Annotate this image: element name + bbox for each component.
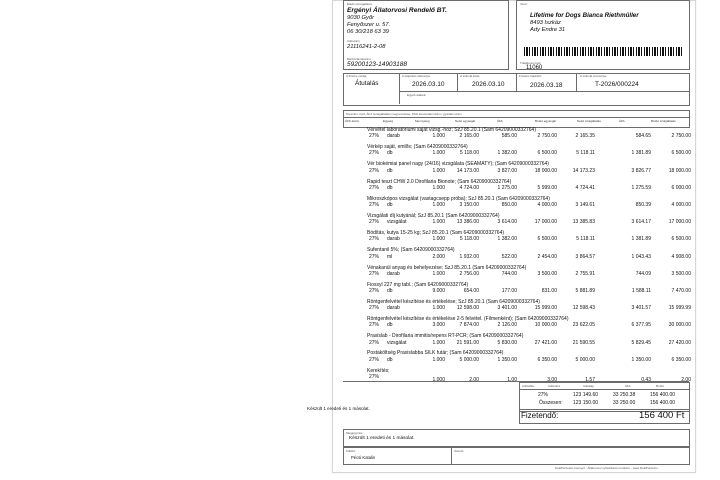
item-net: 5 000.00 [575,356,595,363]
section-title: Sorszám; Kód; ÁKJ (szolgáltatás) megnevezése; KSH besorolási szám / gyártási szám [346,112,462,116]
due-date: 2026.03.18 [530,82,563,89]
table-row [359,144,693,161]
item-vat-rate: 27% [369,305,380,312]
item-qty: 9.000 [432,287,445,294]
item-unit: darab [387,133,400,140]
item-desc: Röntgenfelvétel készítése és értékelése; SzJ 85.20.1 (Sam 64209000332764) [367,298,540,305]
seller-tax-number: 21116241-2-08 [347,44,386,50]
table-row [359,282,693,299]
item-price: 3 150.00 [459,202,479,209]
table-row [359,213,693,230]
sum-base: 123 150.00 [573,400,599,406]
invoice-no: T-2026/000224 [595,81,639,88]
rounding-net-unit: 1.00 [507,376,517,383]
table-row [359,161,693,178]
item-unit: darab [387,270,400,277]
item-net-unit: 3 614.00 [497,219,517,226]
item-qty: 1.000 [432,184,445,191]
th-net-unit: Nettó egységár [455,119,476,123]
item-desc: Vér biokémiai panel nagy (24/16) vizsgálata (SEAMATY); (Sam 64209000332764) [367,161,549,168]
item-vat-rate: 27% [369,270,380,277]
item-qty: 1.000 [432,202,445,209]
item-unit: ml [387,253,393,260]
item-net: 14 173.23 [572,167,595,174]
item-unit: vizsgálat [387,339,407,346]
th-vat: ÁFA [497,119,503,123]
vat-base: 123 149.60 [573,392,599,398]
item-desc: Vizsgálati díj kutyánál; SzJ 85.20.1 (Sam 64209000332764) [367,212,500,219]
item-qty: 1.000 [432,305,445,312]
item-vat-amount: 3 401.57 [631,305,651,312]
issue-date: 2026.03.10 [472,81,505,88]
item-gross-unit: 18 000.00 [534,167,557,174]
rounding-net: 1.57 [585,376,595,383]
item-qty: 2.000 [432,253,445,260]
item-net-unit: 522.00 [501,253,517,260]
item-gross-unit: 6 500.00 [537,150,557,157]
seller-street: Fenyőszer u. 57. [347,22,391,28]
buyer-street: Ady Endre 31 [530,27,566,33]
item-gross: 18 000.00 [668,167,691,174]
item-gross: 4 000.00 [671,202,691,209]
item-price: 21 591.00 [456,339,479,346]
item-gross-unit: 10 000.00 [534,322,557,329]
table-row [359,127,693,144]
item-vat-amount: 3 614.17 [631,219,651,226]
item-price: 12 598.00 [456,305,479,312]
item-qty: 1.000 [432,339,445,346]
item-net: 2 165.35 [575,133,595,140]
table-row [359,179,693,196]
payment-method: Átutalás [355,80,379,87]
perf-date: 2026.03.10 [412,81,445,88]
seller-city: 9030 Győr [347,15,375,21]
sum-vat: 33 250.00 [613,400,636,406]
item-unit: db [387,202,393,209]
vat-summary-title: Adótábla: [522,384,535,388]
item-net: 5 881.89 [575,287,595,294]
sum-gross: 156 400.00 [650,400,676,406]
rounding-gross: 2.00 [681,376,691,383]
item-price: 13 386.00 [456,219,479,226]
payable-label: Fizetendő: [521,411,559,420]
item-vat-rate: 27% [369,322,380,329]
item-vat-rate: 27% [369,339,380,346]
item-net: 2 755.91 [575,270,595,277]
item-gross-unit: 3 500.00 [537,270,557,277]
item-gross-unit: 27 421.00 [534,339,557,346]
buyer-customer-no: 11060 [526,65,543,71]
item-vat-amount: 584.65 [635,133,651,140]
item-net: 21 590.55 [572,339,595,346]
th-gross-unit: Bruttó egységár [535,119,557,123]
barcode [524,47,682,56]
item-vat-rate: 27% [369,202,380,209]
item-desc: Bódítás, kutya 15-25 kg; SzJ 85.20.1 (Sam 64209000332764) [367,230,505,237]
item-qty: 1.000 [432,219,445,226]
item-net: 13 385.83 [572,219,595,226]
item-net-unit: 5 830.00 [497,339,517,346]
table-row [359,333,693,350]
vat-h-gross: Bruttó [656,384,665,388]
item-gross: 3 500.00 [671,270,691,277]
table-row [359,230,693,247]
rounding-price: 2.00 [469,376,479,383]
item-desc: Praxislab - Dirofilaria immitis/repens RT-PCR; (Sam 64209000332764) [367,333,524,340]
item-price: 5 118.00 [459,150,479,157]
item-qty: 1.000 [432,356,445,363]
table-row [359,265,693,282]
item-gross: 6 350.00 [671,356,691,363]
item-net: 5 118.11 [576,150,595,157]
item-unit: db [387,150,393,157]
th-vat-total: ÁFA [619,119,625,123]
buyer-name: Lifetime for Dogs Bianca Riethmüller [530,12,639,19]
payment-label: A fizetés módja: [346,74,368,78]
item-net-unit: 1 275.00 [497,184,517,191]
vat-amount: 33 250.38 [613,392,636,398]
table-row [359,247,693,264]
item-price: 7 874.00 [459,322,479,329]
item-qty: 1.000 [432,270,445,277]
item-gross: 6 500.00 [671,150,691,157]
buyer-city: 8493 Iszkáz [530,20,561,26]
buyer-customer-no-label: Tulajdonos kód: [520,61,542,65]
item-vat-amount: 1 588.11 [631,287,651,294]
item-net-unit: 850.00 [501,202,517,209]
rounding-desc: Kerekítés; [367,367,390,374]
item-vat-amount: 3 826.77 [631,167,651,174]
item-vat-amount: 1 043.43 [631,253,651,260]
item-gross: 4 908.00 [671,253,691,260]
seller-name: Ergényi Állatorvosi Rendelő BT. [347,7,447,14]
item-vat-amount: 1 275.59 [631,184,651,191]
item-vat-rate: 27% [369,287,380,294]
item-net-unit: 1 382.00 [497,150,517,157]
invoice-page [332,0,696,473]
item-net-unit: 1 382.00 [497,236,517,243]
item-net-unit: 177.00 [501,287,517,294]
item-gross: 15 999.99 [668,305,691,312]
item-desc: Sufentanil 5%; (Sam 64209000332764) [367,247,455,254]
item-vat-rate: 27% [369,356,380,363]
item-net: 4 724.41 [575,184,595,191]
item-price: 4 724.00 [459,184,479,191]
seller-phone: 06 30/218 63 39 [347,29,389,35]
issuer-name: Pécsi Katalin [351,455,376,460]
item-desc: Fiossyl 227 mg tabl.; (Sam 64209000332764) [367,281,469,288]
item-gross-unit: 4 000.00 [537,202,557,209]
item-gross-unit: 2 750.00 [537,133,557,140]
issuer-label: Kiállító: [346,449,356,453]
item-gross-unit: 15 999.00 [534,305,557,312]
item-qty: 1.000 [432,150,445,157]
item-net-unit: 3 827.00 [497,167,517,174]
item-vat-amount: 5 829.45 [631,339,651,346]
item-desc: Vénakanül anyag és behelyezése; SzJ 85.20.1 (Sam 64209000332764) [367,264,527,271]
item-vat-rate: 27% [369,150,380,157]
item-gross-unit: 2 454.00 [537,253,557,260]
th-qty: Mennyiség [415,119,430,123]
item-unit: db [387,184,393,191]
item-price: 1 932.00 [459,253,479,260]
vat-rate: 27% [538,392,549,398]
notes-text: Készült 1 eredeti és 1 másolat. [349,436,415,441]
notes-label: Megjegyzés: [346,431,363,435]
item-desc: Mikroszkópos vizsgálat (vastagcsepp próba); SzJ 85.20.1 (Sam 64209000332764) [367,195,550,202]
item-desc: Vérkép saját, emlős; (Sam 64209000332764) [367,144,468,151]
seller-tax-label: Adószám: [347,39,361,43]
item-net: 3 864.57 [575,253,595,260]
item-unit: db [387,167,393,174]
item-vat-amount: 1 381.89 [631,150,651,157]
rounding-gross-unit: 3.00 [547,376,557,383]
item-vat-rate: 27% [369,167,380,174]
item-gross-unit: 17 000.00 [534,219,557,226]
rounding-vat-amount: 0.43 [641,376,651,383]
item-net-unit: 585.00 [501,133,517,140]
item-vat-rate: 27% [369,133,380,140]
item-price: 2 165.00 [459,133,479,140]
vat-gross: 156 400.00 [650,392,676,398]
table-row [359,350,693,367]
vat-h-rate: Adókulcs [548,384,561,388]
item-unit: db [387,356,393,363]
table-row [359,316,693,333]
invoice-no-label: A számla sorszáma: [580,74,607,78]
rounding-row [359,368,693,382]
item-unit: vizsgálat [387,219,407,226]
buyer-box [516,0,690,70]
items-list [359,127,693,382]
item-vat-amount: 1 381.89 [631,236,651,243]
item-net: 5 118.11 [576,236,595,243]
item-gross-unit: 6 350.00 [537,356,557,363]
item-gross: 30 000.00 [668,322,691,329]
due-date-label: Fizetési határidő: [519,74,542,78]
item-qty: 3.000 [432,322,445,329]
item-net-unit: 744.00 [501,270,517,277]
seller-label: Eladó (szolgáltató): [347,2,373,6]
seller-bank-label: Bankszámlaszám: [347,57,372,61]
item-net-unit: 2 126.00 [497,322,517,329]
th-vat-key: ÁKK-kulcs [345,119,359,123]
item-price: 654.00 [463,287,479,294]
signature-box [343,447,690,465]
item-vat-amount: 1 350.00 [631,356,651,363]
th-net-total: Nettó szolgáltatás [577,119,601,123]
other-data-label: Egyéb adatok: [407,93,427,97]
copy-note: Készült 1 eredeti és 1 másolat. [307,406,370,411]
item-gross: 2 750.00 [671,133,691,140]
table-header-row [343,117,688,126]
item-unit: darab [387,305,400,312]
table-row [359,299,693,316]
item-gross: 6 000.00 [671,184,691,191]
item-gross-unit: 6 500.00 [537,236,557,243]
item-desc: Postaköltség Praxislabba SILK futár; (Sam 64209000332764) [367,350,504,357]
item-desc: Rapid teszt CHW 2.0 Dirofilaria Bionote; (Sam 64209000332764) [367,178,512,185]
item-unit: db [387,322,393,329]
item-qty: 1.000 [432,133,445,140]
buyer-label: Vevő: [520,2,528,6]
item-desc: Vérvétel laboratóriumi saját vizsg.-hoz; SzJ 85.20.1 (Sam 64209000332764) [367,127,536,133]
item-vat-rate: 27% [369,236,380,243]
sum-label: Összesen: [539,400,563,406]
item-gross-unit: 831.00 [541,287,557,294]
item-unit: db [387,287,393,294]
issue-date-label: A számla kelte: [460,74,481,78]
vat-h-base: Adóalap [583,384,595,388]
payable-value: 156 400 Ft [639,410,685,421]
th-gross-total: Bruttó szolgáltatás [651,119,676,123]
item-price: 2 756.00 [459,270,479,277]
item-price: 14 173.00 [456,167,479,174]
item-gross: 7 470.00 [671,287,691,294]
item-vat-amount: 744.09 [635,270,651,277]
item-net-unit: 3 401.00 [497,305,517,312]
item-unit: darab [387,236,400,243]
item-desc: Röntgenfelvétel készítése és értékelése 2-5 felvétel. (Filmenként); (Sam 64209000332764) [367,316,569,323]
item-net: 23 622.05 [572,322,595,329]
item-net: 12 598.43 [572,305,595,312]
item-vat-rate: 27% [369,253,380,260]
vat-h-vat: ÁFA [625,384,631,388]
item-vat-rate: 27% [369,219,380,226]
item-qty: 1.000 [432,167,445,174]
receiver-label: Átvevő: [454,449,465,453]
item-net: 3 149.61 [575,202,595,209]
software-credit: DokiPontosta Connect - Állatorvosi nyilvántartó rendszer - www.DokiPonta.hu [555,466,658,470]
item-vat-rate: 27% [369,184,380,191]
item-vat-amount: 6 377.95 [631,322,651,329]
item-gross-unit: 5 999.00 [537,184,557,191]
item-price: 5 118.00 [459,236,479,243]
th-unit: Egység [383,119,394,123]
seller-bank-account: 59200123-14903188 [347,61,408,68]
item-vat-amount: 850.39 [635,202,651,209]
table-row [359,196,693,213]
item-net-unit: 1 350.00 [497,356,517,363]
item-gross: 17 000.00 [668,219,691,226]
rounding-qty: 1.000 [432,376,445,383]
item-qty: 1.000 [432,236,445,243]
item-price: 5 000.00 [459,356,479,363]
item-gross: 6 500.00 [671,236,691,243]
rounding-vat-rate: 27% [369,373,380,380]
item-gross: 27 420.00 [668,339,691,346]
perf-date-label: A teljesítés időpontja: [402,74,431,78]
